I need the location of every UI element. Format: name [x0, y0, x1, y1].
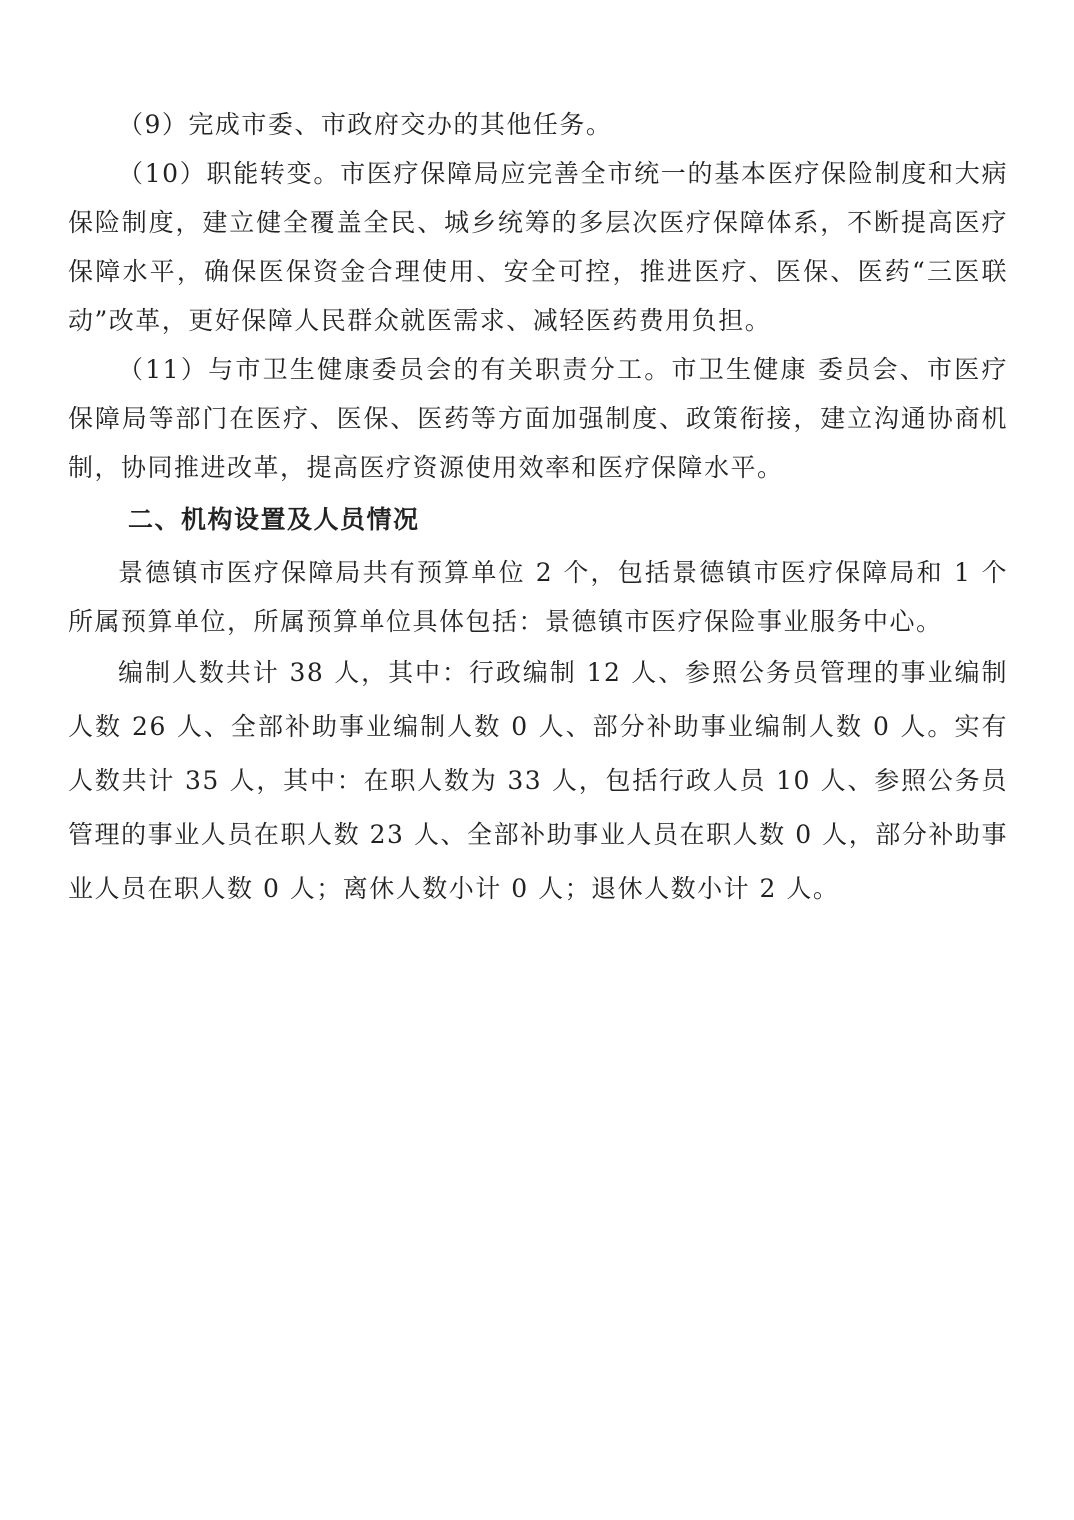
paragraph-item-10: （10）职能转变。市医疗保障局应完善全市统一的基本医疗保险制度和大病保险制度，建立健全覆盖全民、城乡统筹的多层次医疗保障体系，不断提高医疗保障水平，确保医保资金合理使用、安全可控，推进医疗、医保、医药“三医联动”改革，更好保障人民群众就医需求、减轻医药费用负担。 — [68, 159, 1008, 335]
paragraph-item-9: （9）完成市委、市政府交办的其他任务。 — [118, 110, 613, 139]
paragraph-item-11: （11）与市卫生健康委员会的有关职责分工。市卫生健康 委员会、市医疗保障局等部门在医疗、医保、医药等方面加强制度、政策衔接，建立沟通协商机制，协同推进改革，提高医疗资源使用效率和医疗保障水平。 — [68, 355, 1008, 482]
document-body — [68, 100, 1008, 916]
paragraph-staffing: 编制人数共计 38 人，其中：行政编制 12 人、参照公务员管理的事业编制人数 26 人、全部补助事业编制人数 0 人、部分补助事业编制人数 0 人。实有人数共计 35 人，其中：在职人数为 33 人，包括行政人员 10 人、参照公务员管理的事业人员在职人数 23 人、全部补助事业人员在职人数 0 人，部分补助事业人员在职人数 0 人；离休人数小计 0 人；退休人数小计 2 人。 — [68, 658, 1008, 903]
paragraph-budget-units: 景德镇市医疗保障局共有预算单位 2 个，包括景德镇市医疗保障局和 1 个所属预算单位，所属预算单位具体包括：景德镇市医疗保险事业服务中心。 — [68, 558, 1008, 636]
section-heading: 二、机构设置及人员情况 — [128, 505, 420, 534]
